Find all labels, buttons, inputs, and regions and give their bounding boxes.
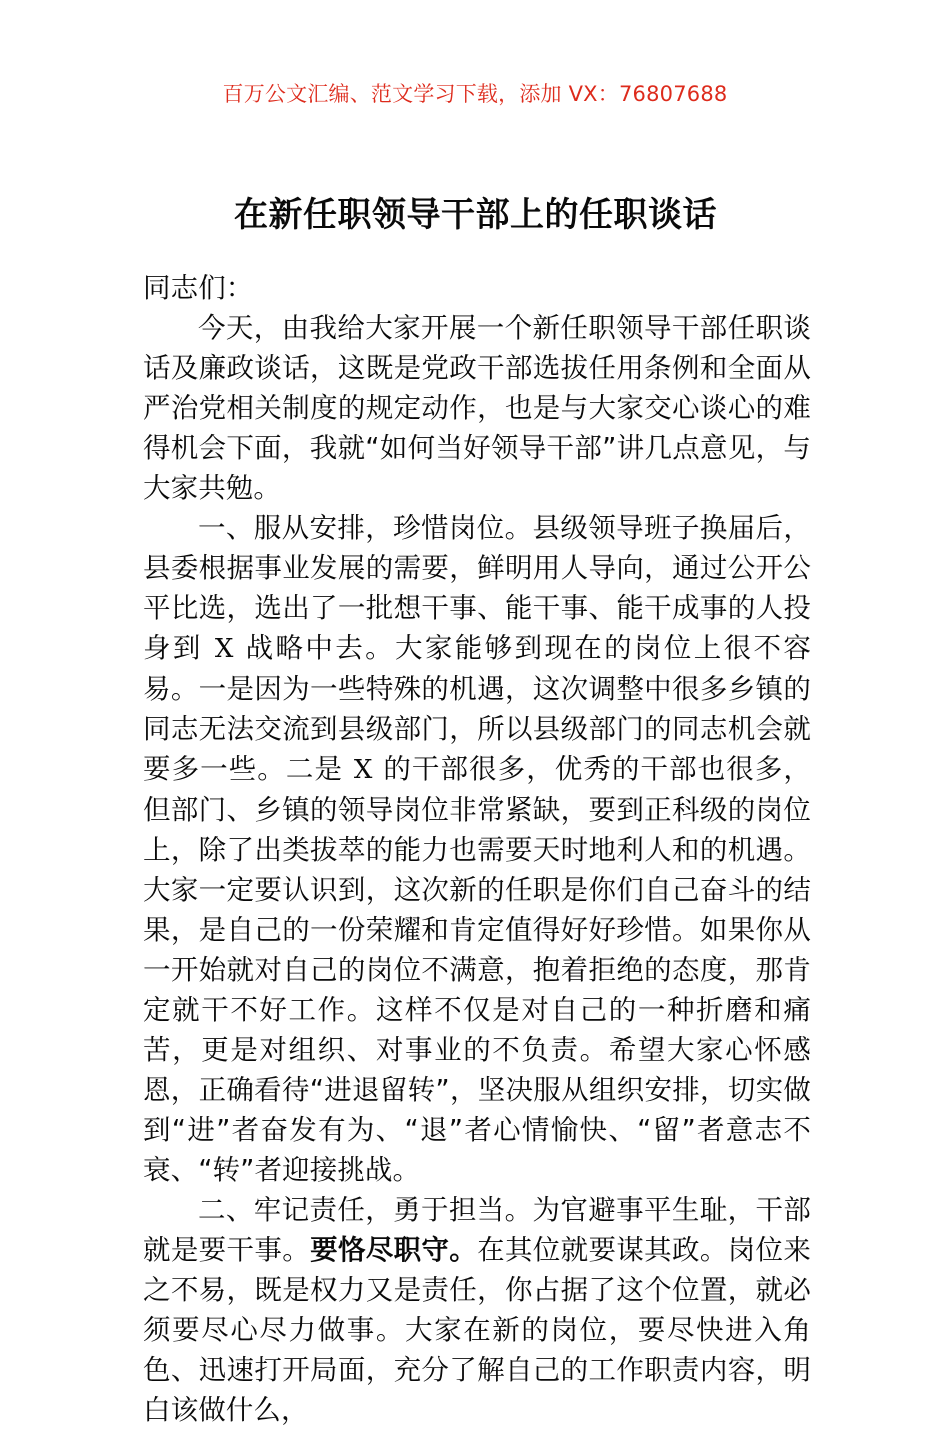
paragraph-section-two	[143, 1190, 811, 1430]
paragraph-intro: 今天，由我给大家开展一个新任职领导干部任职谈话及廉政谈话，这既是党政干部选拔任用条例和全面从严治党相关制度的规定动作，也是与大家交心谈心的难得机会下面，我就“如何当好领导干部”讲几点意见，与大家共勉。	[143, 312, 811, 504]
salutation-line: 同志们：	[143, 272, 254, 304]
latin-token: X	[353, 755, 373, 785]
document-body	[143, 268, 811, 1430]
paragraph-section-one: 一、服从安排，珍惜岗位。县级领导班子换届后，县委根据事业发展的需要，鲜明用人导向，通过公开公平比选，选出了一批想干事、能干事、能干成事的人投身到 X 战略中去。大家能够到现在的岗位上很不容易。一是因为一些特殊的机遇，这次调整中很多乡镇的同志无法交流到县级部门，所以县级部门的同志机会就要多一些。二是 X 的干部很多，优秀的干部也很多，但部门、乡镇的领导岗位非常紧缺，要到正科级的岗位上，除了出类拔萃的能力也需要天时地利人和的机遇。大家一定要认识到，这次新的任职是你们自己奋斗的结果，是自己的一份荣耀和肯定值得好好珍惜。如果你从一开始就对自己的岗位不满意，抱着拒绝的态度，那肯定就干不好工作。这样不仅是对自己的一种折磨和痛苦，更是对组织、对事业的不负责。希望大家心怀感恩，正确看待“进退留转”，坚决服从组织安排，切实做到“进”者奋发有为、“退”者心情愉快、“留”者意志不衰、“转”者迎接挑战。	[143, 512, 812, 1186]
section-two-text-after-bold: 在其位就要谋其政。岗位来之不易，既是权力又是责任，你占据了这个位置，就必须要尽心尽力做事。大家在新的岗位，要尽快进入角色、迅速打开局面，充分了解自己的工作职责内容，明白该做什么，	[143, 1234, 811, 1426]
promo-header-banner: 百万公文汇编、范文学习下载，添加 VX：76807688	[222, 82, 728, 106]
document-title: 在新任职领导干部上的任职谈话	[234, 194, 717, 235]
section-two-emphasis: 要恪尽职守。	[310, 1234, 478, 1266]
section-two-text-before-bold: 二、牢记责任，勇于担当。为官避事平生耻，干部就是要干事。	[143, 1194, 811, 1266]
latin-token: X	[214, 634, 234, 664]
